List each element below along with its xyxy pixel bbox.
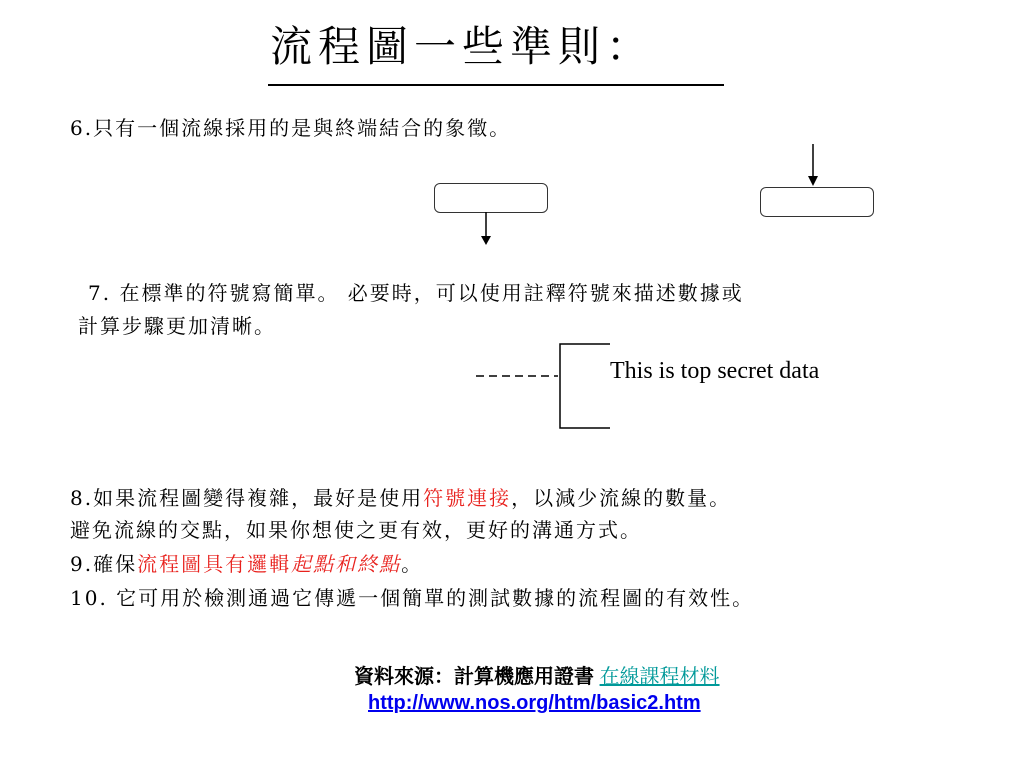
rule-9-suffix: 。 (401, 552, 424, 576)
slide-title: 流程圖一些準則： (270, 22, 655, 71)
source-url-line (368, 692, 701, 715)
annotation-text: This is top secret data (610, 358, 820, 384)
source-url[interactable]: http://www.nos.org/htm/basic2.htm (368, 692, 701, 714)
rule-8-line-1 (70, 482, 731, 514)
rule-9-highlight: 流程圖具有邏輯 (137, 552, 292, 576)
rule-7-line-1: 7. 在標準的符號寫簡單。 必要時，可以使用註釋符號來描述數據或 (88, 281, 744, 305)
rule-8-suffix: ，以減少流線的數量。 (511, 486, 732, 510)
flow-arrow-down-in (803, 144, 823, 188)
terminal-box-end (760, 187, 874, 217)
rule-9-text (70, 548, 423, 580)
rule-9-highlight-italic: 起點和終點 (291, 552, 402, 576)
terminal-box-start (434, 183, 548, 213)
annotation-symbol (470, 340, 620, 432)
rule-9-prefix: 9.確保 (70, 552, 138, 576)
source-link-text[interactable]: 在線課程材料 (599, 666, 720, 688)
rule-8-line-2: 避免流線的交點，如果你想使之更有效，更好的溝通方式。 (70, 518, 642, 542)
rule-7-line-2: 計算步驟更加清晰。 (78, 314, 276, 338)
title-underline (268, 84, 724, 86)
rule-6-text: 6.只有一個流線採用的是與終端結合的象徵。 (70, 116, 512, 140)
rule-8-prefix: 8.如果流程圖變得複雜，最好是使用 (70, 486, 424, 510)
source-label: 資料來源：計算機應用證書 (354, 666, 594, 688)
rule-8-highlight: 符號連接 (423, 486, 512, 510)
flow-arrow-down-out (476, 212, 496, 248)
rule-10-text: 10. 它可用於檢測通過它傳遞一個簡單的測試數據的流程圖的有效性。 (70, 586, 755, 610)
source-line (354, 660, 720, 689)
